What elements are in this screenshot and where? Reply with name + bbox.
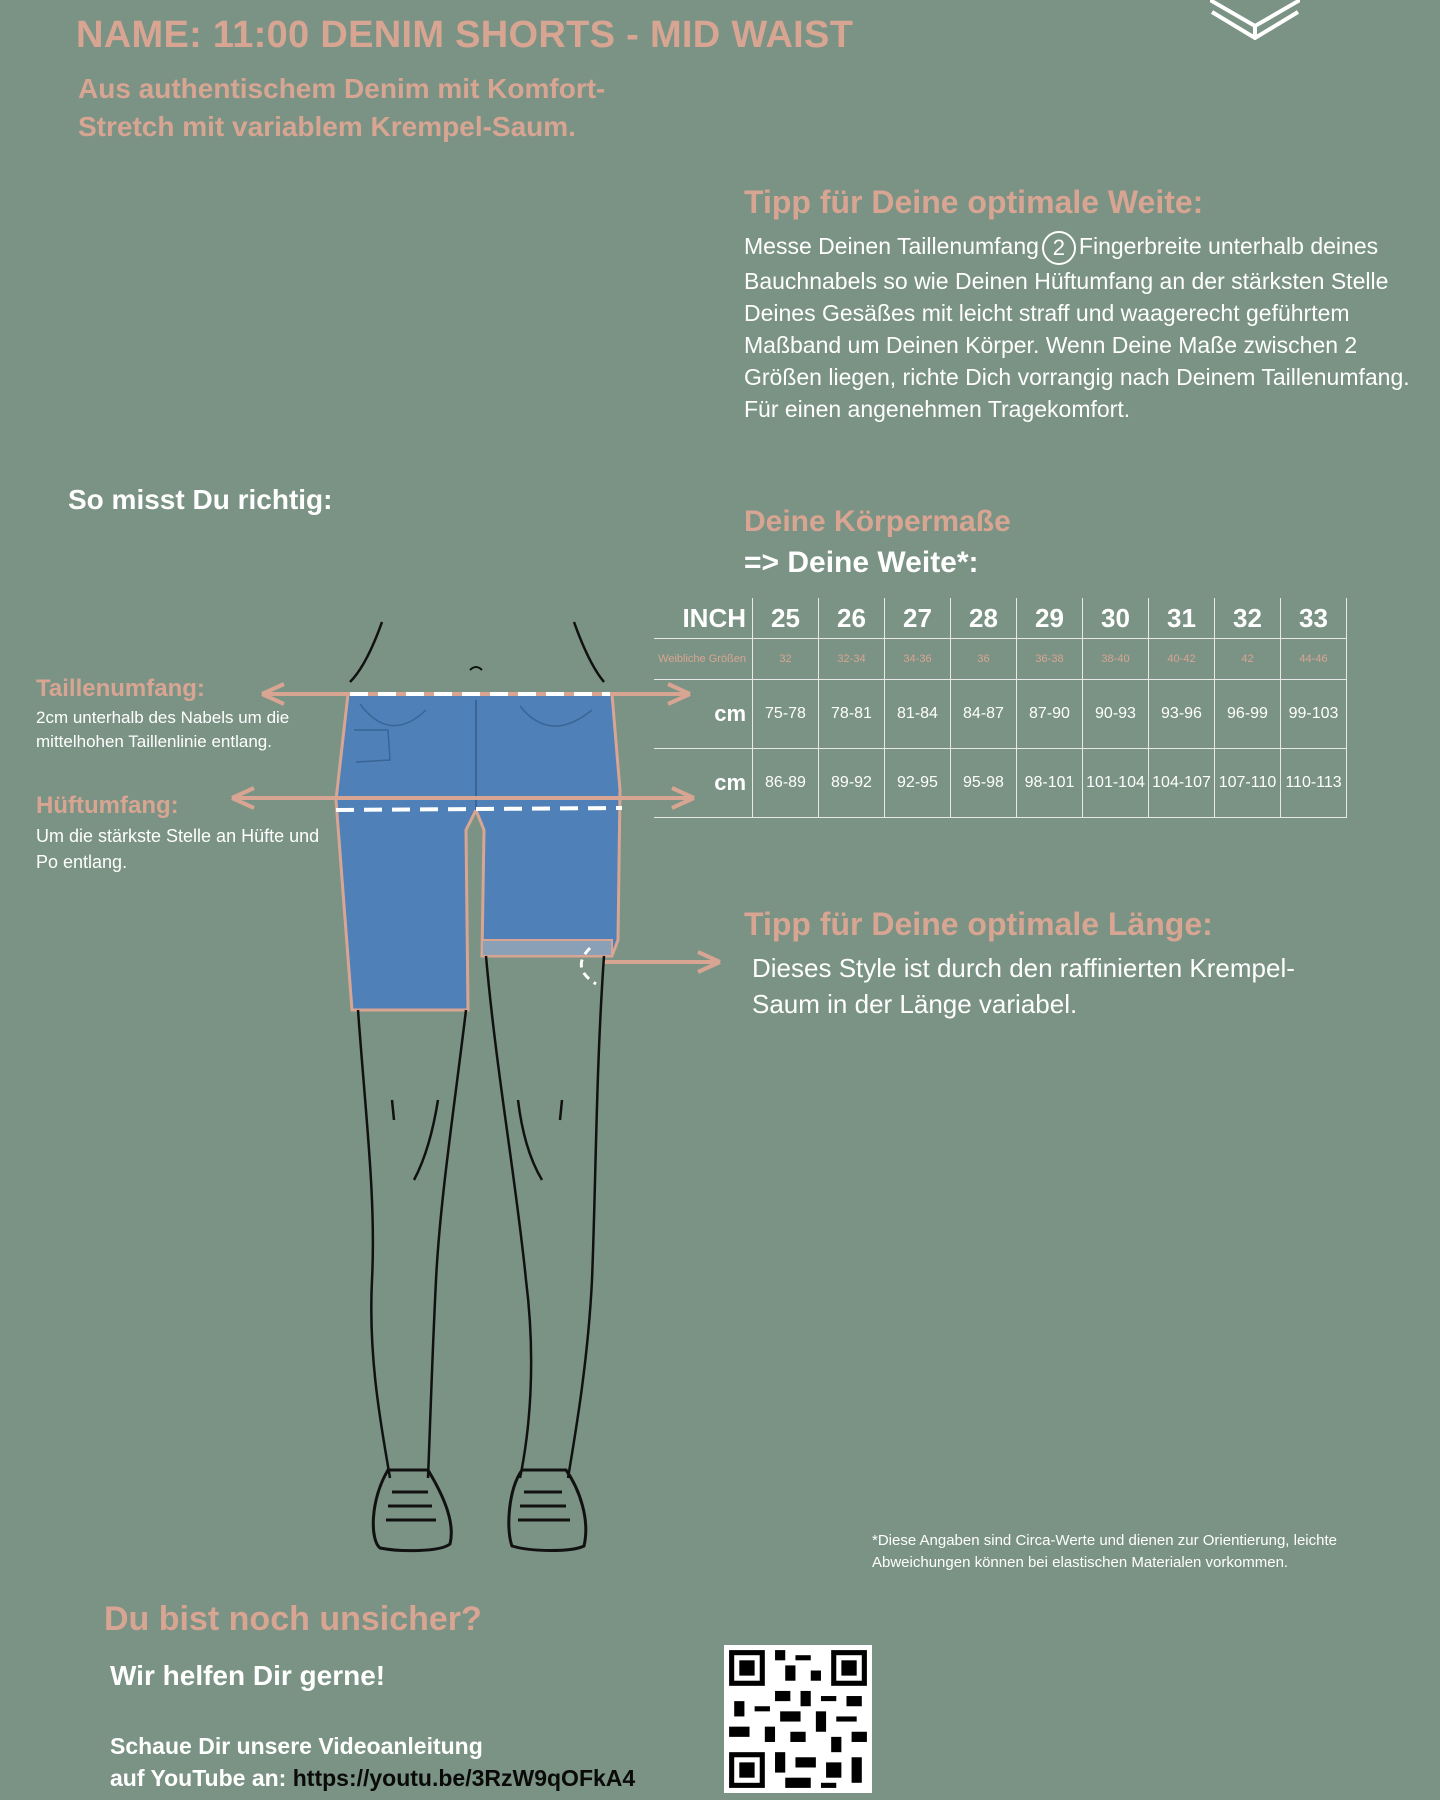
waist-cm-cell: 78-81: [819, 680, 885, 749]
weite-heading: => Deine Weite*:: [744, 546, 979, 579]
tip-length-text: Dieses Style ist durch den raffinierten Krempel-Saum in der Länge variabel.: [752, 953, 1295, 1019]
inch-label: INCH: [654, 598, 753, 639]
hip-cm-cell: 101-104: [1083, 749, 1149, 818]
left-shoe: [373, 1470, 451, 1551]
hip-cm-cell: 89-92: [819, 749, 885, 818]
circled-number: 2: [1042, 231, 1076, 265]
page-title: NAME: 11:00 DENIM SHORTS - MID WAIST: [76, 14, 854, 56]
inch-cell: 33: [1281, 598, 1347, 639]
video-line-1: Schaue Dir unsere Videoanleitung: [110, 1733, 483, 1759]
tip-width-text-after: Fingerbreite unterhalb deines Bauchnabels so wie Deinen Hüftumfang an der stärksten Stelle Deines Gesäßes mit leicht straff und waagerecht geführtem Maßband um Deinen Körper. Wenn Deine Maße zwischen 2 Größen liegen, richte Dich vorrangig nach Deinem Taillenumfang. Für einen angenehmen Tragekomfort.: [744, 233, 1410, 422]
waist-cm-cell: 90-93: [1083, 680, 1149, 749]
inch-cell: 31: [1149, 598, 1215, 639]
body-measure-heading: Deine Körpermaße: [744, 505, 1011, 538]
waist-cm-cell: 96-99: [1215, 680, 1281, 749]
tip-width-text: [744, 230, 1414, 425]
tip-length-heading: Tipp für Deine optimale Länge:: [744, 906, 1213, 942]
hip-description: Um die stärkste Stelle an Hüfte und Po entlang.: [36, 826, 320, 872]
qr-code-icon[interactable]: [724, 1645, 872, 1793]
inch-cell: 28: [951, 598, 1017, 639]
shorts-shape: [336, 694, 620, 1010]
inch-cell: 25: [753, 598, 819, 639]
hip-cm-cell: 86-89: [753, 749, 819, 818]
alt-size-cell: 34-36: [885, 639, 951, 680]
alt-size-cell: 40-42: [1149, 639, 1215, 680]
waist-label: Taillenumfang:: [36, 675, 205, 702]
waist-cm-cell: 75-78: [753, 680, 819, 749]
measure-heading: So misst Du richtig:: [68, 484, 333, 515]
hip-cm-cell: 104-107: [1149, 749, 1215, 818]
hip-cm-cell: 107-110: [1215, 749, 1281, 818]
hip-cm-label: cm: [654, 749, 753, 818]
alt-size-cell: 36-38: [1017, 639, 1083, 680]
help-heading: Du bist noch unsicher?: [104, 1600, 482, 1638]
hip-cm-cell: 95-98: [951, 749, 1017, 818]
table-row-inch: [654, 598, 1347, 639]
tip-width-text-before: Messe Deinen Taillenumfang: [744, 233, 1039, 259]
inch-cell: 32: [1215, 598, 1281, 639]
size-table: [654, 598, 1347, 818]
tip-width-heading: Tipp für Deine optimale Weite:: [744, 184, 1204, 220]
waist-cm-cell: 99-103: [1281, 680, 1347, 749]
waist-cm-cell: 84-87: [951, 680, 1017, 749]
inch-cell: 27: [885, 598, 951, 639]
inch-cell: 29: [1017, 598, 1083, 639]
table-row-alt-size: [654, 639, 1347, 680]
alt-size-cell: 38-40: [1083, 639, 1149, 680]
hip-cm-cell: 110-113: [1281, 749, 1347, 818]
hip-label: Hüftumfang:: [36, 792, 179, 819]
brand-logo-icon: [1210, 0, 1300, 40]
alt-size-cell: 42: [1215, 639, 1281, 680]
video-line-2: [110, 1765, 635, 1792]
youtube-link[interactable]: https://youtu.be/3RzW9qOFkA4: [292, 1765, 636, 1791]
waist-cm-label: cm: [654, 680, 753, 749]
video-line-2-prefix: auf YouTube an:: [110, 1765, 287, 1791]
waist-cm-cell: 81-84: [885, 680, 951, 749]
hip-cm-cell: 92-95: [885, 749, 951, 818]
alt-size-label: Weibliche Größen: [654, 639, 753, 680]
table-row-waist-cm: [654, 680, 1347, 749]
alt-size-cell: 32-34: [819, 639, 885, 680]
waist-description: 2cm unterhalb des Nabels um die mittelhohen Taillenlinie entlang.: [36, 708, 290, 751]
product-description: Aus authentischem Denim mit Komfort-Stretch mit variablem Krempel-Saum.: [78, 73, 606, 142]
inch-cell: 26: [819, 598, 885, 639]
waist-cm-cell: 87-90: [1017, 680, 1083, 749]
disclaimer-text: *Diese Angaben sind Circa-Werte und dienen zur Orientierung, leichte Abweichungen können bei elastischen Materialen vorkommen.: [872, 1532, 1337, 1571]
alt-size-cell: 44-46: [1281, 639, 1347, 680]
waist-cm-cell: 93-96: [1149, 680, 1215, 749]
hip-cm-cell: 98-101: [1017, 749, 1083, 818]
alt-size-cell: 32: [753, 639, 819, 680]
help-line: Wir helfen Dir gerne!: [110, 1660, 386, 1691]
table-row-hip-cm: [654, 749, 1347, 818]
inch-cell: 30: [1083, 598, 1149, 639]
alt-size-cell: 36: [951, 639, 1017, 680]
figure-illustration: [0, 600, 760, 1560]
right-shoe: [509, 1470, 586, 1551]
